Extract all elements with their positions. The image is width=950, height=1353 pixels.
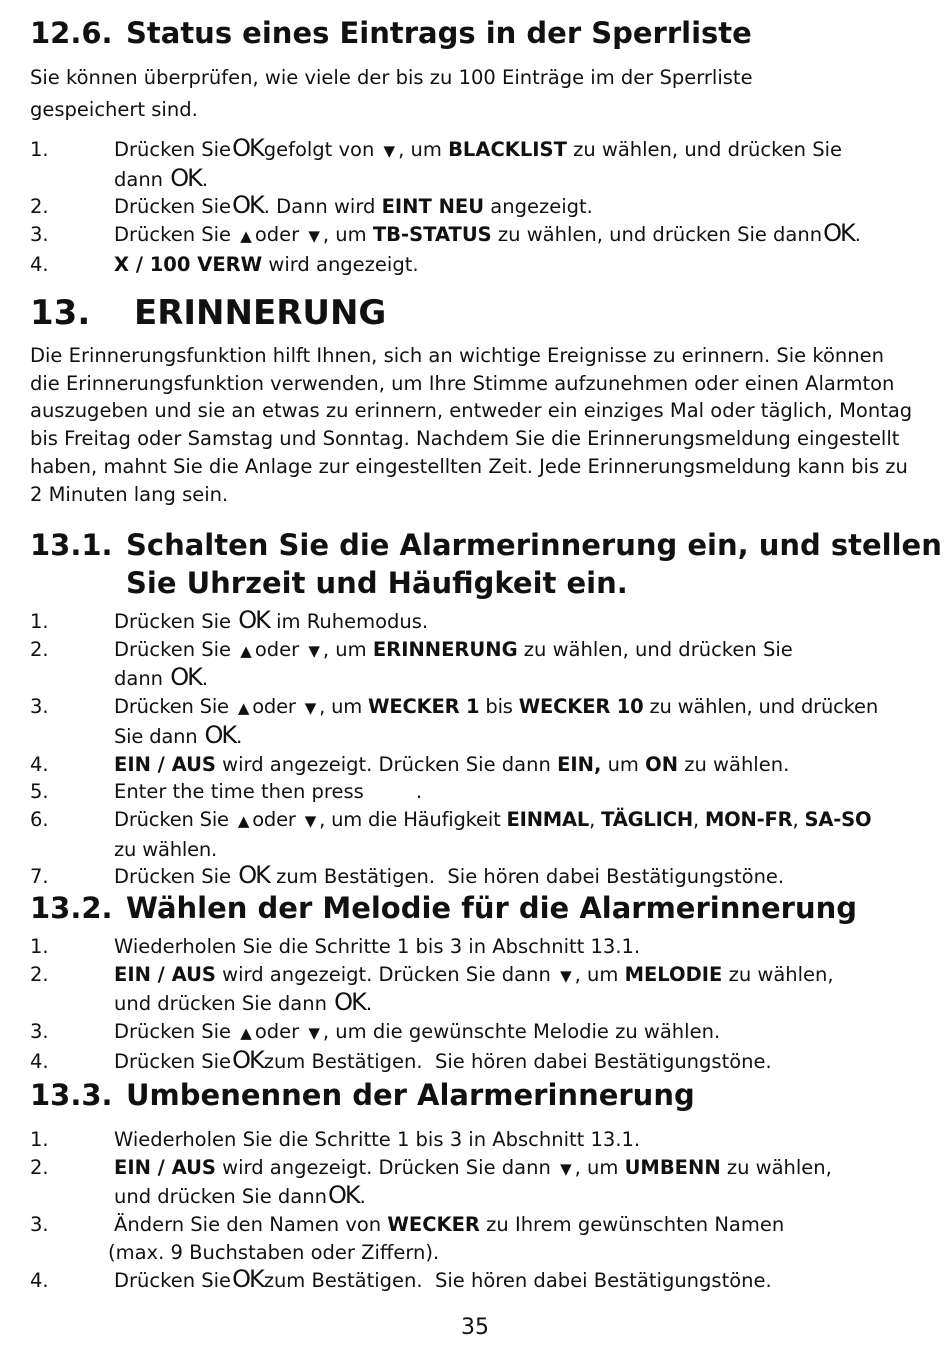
arrow-down-icon: ▼ (308, 1024, 320, 1043)
section-intro: Sie können überprüfen, wie viele der bis zu 100 Einträge im der Sperrliste gespeichert sind. (30, 66, 753, 121)
arrow-up-icon: ▲ (240, 1024, 252, 1043)
list-item: 1. Drücken SieOKgefolgt von ▼ , um BLACKLIST zu wählen, und drücken Sie dann OK. (30, 134, 843, 192)
section-number: 12.6. (30, 16, 113, 50)
list-item: 3. Drücken Sie ▲ oder ▼ , um WECKER 1 bis WECKER 10 zu wählen, und drücken Sie dann OK. (30, 695, 879, 749)
section-number: 13.2. (30, 891, 113, 925)
section-title: Status eines Eintrags in der Sperrliste (126, 16, 752, 50)
list-item: 4. Drücken SieOKzum Bestätigen. Sie hören dabei Bestätigungstöne. (30, 1045, 772, 1074)
list-item: 5. Enter the time then press . (30, 780, 423, 804)
step-list (30, 1126, 946, 1294)
list-item: 2. Drücken Sie ▲ oder ▼ , um ERINNERUNG zu wählen, und drücken Sie dann OK. (30, 637, 793, 692)
ok-key-icon: OK (327, 1181, 359, 1210)
section-heading (30, 526, 946, 602)
list-item: 4. EIN / AUS wird angezeigt. Drücken Sie dann EIN, um ON zu wählen. (30, 752, 790, 776)
list-item: 3. Ändern Sie den Namen von WECKER zu Ihrem gewünschten Namen (max. 9 Buchstaben oder Ziffern). (30, 1213, 785, 1264)
section-13-1 (30, 526, 946, 891)
list-item: 1. Wiederholen Sie die Schritte 1 bis 3 in Abschnitt 13.1. (30, 1128, 641, 1151)
list-item: 3. Drücken Sie ▲ oder ▼ , um die gewünschte Melodie zu wählen. (30, 1018, 946, 1048)
list-item: 4. Drücken SieOKzum Bestätigen. Sie hören dabei Bestätigungstöne. (30, 1264, 772, 1293)
arrow-down-icon: ▼ (304, 811, 317, 830)
chapter-number: 13. (30, 293, 91, 333)
step-list (30, 136, 946, 279)
arrow-up-icon: ▲ (237, 699, 250, 718)
list-item: 4. X / 100 VERW wird angezeigt. (30, 252, 419, 276)
section-13-2 (30, 889, 946, 1076)
ok-key-icon: OK (232, 1264, 263, 1293)
ok-key-icon: OK (204, 720, 236, 749)
list-item: 7. Drücken Sie OK zum Bestätigen. Sie hören dabei Bestätigungstöne. (30, 861, 785, 890)
arrow-up-icon: ▲ (237, 811, 250, 830)
arrow-down-icon: ▼ (383, 142, 396, 160)
list-item: 1. Drücken Sie OK im Ruhemodus. (30, 606, 429, 634)
step-list (30, 608, 946, 891)
arrow-up-icon: ▲ (240, 641, 252, 660)
arrow-down-icon: ▼ (308, 641, 320, 660)
list-item: 2. EIN / AUS wird angezeigt. Drücken Sie dann ▼ , um UMBENN zu wählen, und drücken Sie dannOK. (30, 1155, 832, 1210)
section-number: 13.1. (30, 528, 113, 562)
section-12-6 (30, 14, 946, 279)
ok-key-icon: OK (232, 134, 263, 162)
arrow-down-icon: ▼ (308, 227, 320, 246)
arrow-up-icon: ▲ (240, 227, 252, 246)
ok-key-icon: OK (170, 663, 201, 692)
section-title: Wählen der Melodie für die Alarmerinnerung (126, 891, 858, 925)
list-item: 1. Wiederholen Sie die Schritte 1 bis 3 in Abschnitt 13.1. (30, 935, 641, 958)
section-heading (30, 1076, 946, 1114)
list-item: 3. Drücken Sie ▲ oder ▼ , um TB-STATUS zu wählen, und drücken Sie dannOK. (30, 221, 946, 251)
ok-key-icon: OK (232, 1045, 263, 1074)
list-item: 6. Drücken Sie ▲ oder ▼ , um die Häufigkeit EINMAL, TÄGLICH, MON-FR, SA-SO zu wählen. (30, 807, 872, 861)
section-title: Schalten Sie die Alarmerinnerung ein, und stellen Sie Uhrzeit und Häufigkeit ein. (126, 528, 942, 600)
list-item: 2. Drücken SieOK. Dann wird EINT NEU angezeigt. (30, 191, 593, 220)
section-number: 13.3. (30, 1078, 113, 1112)
ok-key-icon: OK (232, 191, 263, 220)
ok-key-icon: OK (170, 163, 201, 192)
step-list (30, 933, 946, 1076)
arrow-down-icon: ▼ (304, 699, 317, 718)
chapter-heading (30, 292, 946, 334)
section-title: Umbenennen der Alarmerinnerung (126, 1078, 695, 1112)
ok-key-icon: OK (238, 861, 269, 890)
section-heading (30, 889, 946, 927)
section-13-3 (30, 1076, 946, 1294)
arrow-down-icon: ▼ (560, 966, 572, 985)
chapter-13 (30, 292, 946, 508)
arrow-down-icon: ▼ (560, 1159, 572, 1178)
ok-key-icon: OK (334, 988, 365, 1017)
chapter-title: ERINNERUNG (134, 293, 387, 333)
section-heading (30, 14, 946, 52)
list-item: 2. EIN / AUS wird angezeigt. Drücken Sie dann ▼ , um MELODIE zu wählen, und drücken Sie dann OK. (30, 962, 834, 1017)
ok-key-icon: OK (238, 606, 269, 634)
page-number: 35 (461, 1315, 489, 1340)
chapter-paragraph: Die Erinnerungsfunktion hilft Ihnen, sich an wichtige Ereignisse zu erinnern. Sie können die Erinnerungsfunktion verwenden, um Ihre Stimme aufzunehmen oder einen Alarmton auszugeben und sie an etwas zu erinnern, entweder ein einziges Mal oder täglich, Montag bis Freitag oder Samstag und Sonntag. Nachdem Sie die Erinnerungsmeldung eingestellt haben, mahnt Sie die Anlage zur eingestellten Zeit. Jede Erinnerungsmeldung kann bis zu 2 Minuten lang sein. (30, 344, 913, 506)
ok-key-icon: OK (823, 219, 854, 248)
